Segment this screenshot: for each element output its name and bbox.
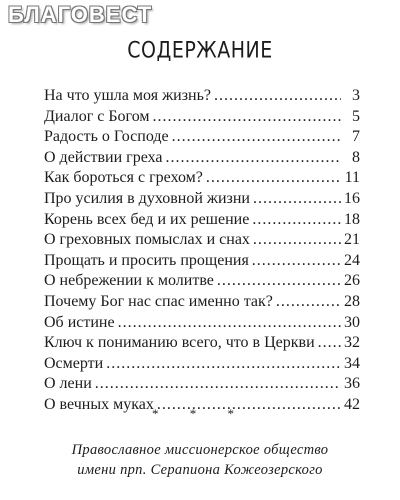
dot-leader: [118, 313, 341, 333]
toc-entry-page: 21: [344, 231, 360, 249]
toc-entry-page: 26: [344, 272, 360, 290]
toc-entry: [44, 251, 360, 272]
toc-entry-title: О вечных муках: [44, 395, 154, 413]
toc-entry: [44, 86, 360, 107]
toc-entry-page: 18: [344, 210, 360, 228]
toc-entry: [44, 313, 360, 334]
toc-entry: [44, 148, 360, 169]
dot-leader: [206, 168, 341, 188]
dot-leader: [252, 210, 341, 230]
watermark-logo: БЛАГОВЕСТ: [8, 2, 153, 27]
toc-entry-page: 8: [352, 148, 360, 166]
toc-entry: [44, 354, 360, 375]
dot-leader: [276, 292, 341, 312]
toc-entry: [44, 333, 360, 354]
toc-entry-title: Осмерти: [44, 354, 104, 372]
toc-entry: [44, 168, 360, 189]
publisher-line-1: Православное миссионерское общество: [71, 442, 329, 458]
dot-leader: [95, 374, 341, 394]
table-of-contents: [44, 86, 360, 416]
dot-leader: [106, 354, 341, 374]
section-separator: * * *: [152, 406, 248, 421]
toc-entry-title: Как бороться с грехом?: [44, 169, 203, 187]
toc-entry: [44, 189, 360, 210]
dot-leader: [165, 148, 341, 168]
toc-entry-page: 11: [344, 169, 360, 187]
dot-leader: [252, 251, 341, 271]
dot-leader: [153, 107, 341, 127]
toc-entry-title: О небрежении к молитве: [44, 272, 214, 290]
toc-entry-title: На что ушла моя жизнь?: [44, 87, 211, 104]
toc-entry-page: 7: [352, 128, 360, 146]
dot-leader: [217, 271, 341, 291]
toc-entry-title: Диалог с Богом: [44, 107, 150, 125]
toc-entry-title: О греховных помыслах и снах: [44, 231, 250, 249]
toc-entry-page: 16: [344, 189, 360, 207]
toc-entry-title: Корень всех бед и их решение: [44, 210, 250, 228]
toc-entry: [44, 230, 360, 251]
toc-entry: [44, 107, 360, 128]
toc-entry-title: Прощать и просить прощения: [44, 251, 249, 269]
toc-entry-page: 42: [344, 395, 360, 413]
toc-entry-title: Про усилия в духовной жизни: [44, 189, 250, 207]
dot-leader: [214, 86, 341, 106]
page-title: СОДЕРЖАНИЕ: [127, 38, 273, 64]
toc-entry-page: 32: [344, 334, 360, 352]
dot-leader: [172, 127, 341, 147]
toc-entry: [44, 127, 360, 148]
publisher-imprint: [0, 440, 400, 480]
toc-entry-page: 3: [352, 87, 360, 104]
toc-entry: [44, 292, 360, 313]
toc-entry: [44, 374, 360, 395]
toc-entry-title: О действии греха: [44, 148, 163, 166]
toc-entry-title: Радость о Господе: [44, 128, 169, 146]
toc-entry-page: 34: [344, 354, 360, 372]
toc-entry-page: 5: [352, 107, 360, 125]
toc-entry-title: Об истине: [44, 313, 115, 331]
toc-entry: [44, 271, 360, 292]
toc-entry-title: О лени: [44, 375, 92, 393]
toc-entry: [44, 210, 360, 231]
toc-entry-page: 28: [344, 292, 360, 310]
dot-leader: [253, 230, 341, 250]
toc-entry-title: Почему Бог нас спас именно так?: [44, 292, 273, 310]
publisher-line-2: имени прп. Серапиона Кожеозерского: [77, 462, 323, 478]
toc-entry-title: Ключ к пониманию всего, что в Церкви: [44, 334, 315, 352]
dot-leader: [253, 189, 341, 209]
toc-entry-page: 30: [344, 313, 360, 331]
dot-leader: [318, 333, 341, 353]
toc-entry-page: 24: [344, 251, 360, 269]
toc-entry-page: 36: [344, 375, 360, 393]
